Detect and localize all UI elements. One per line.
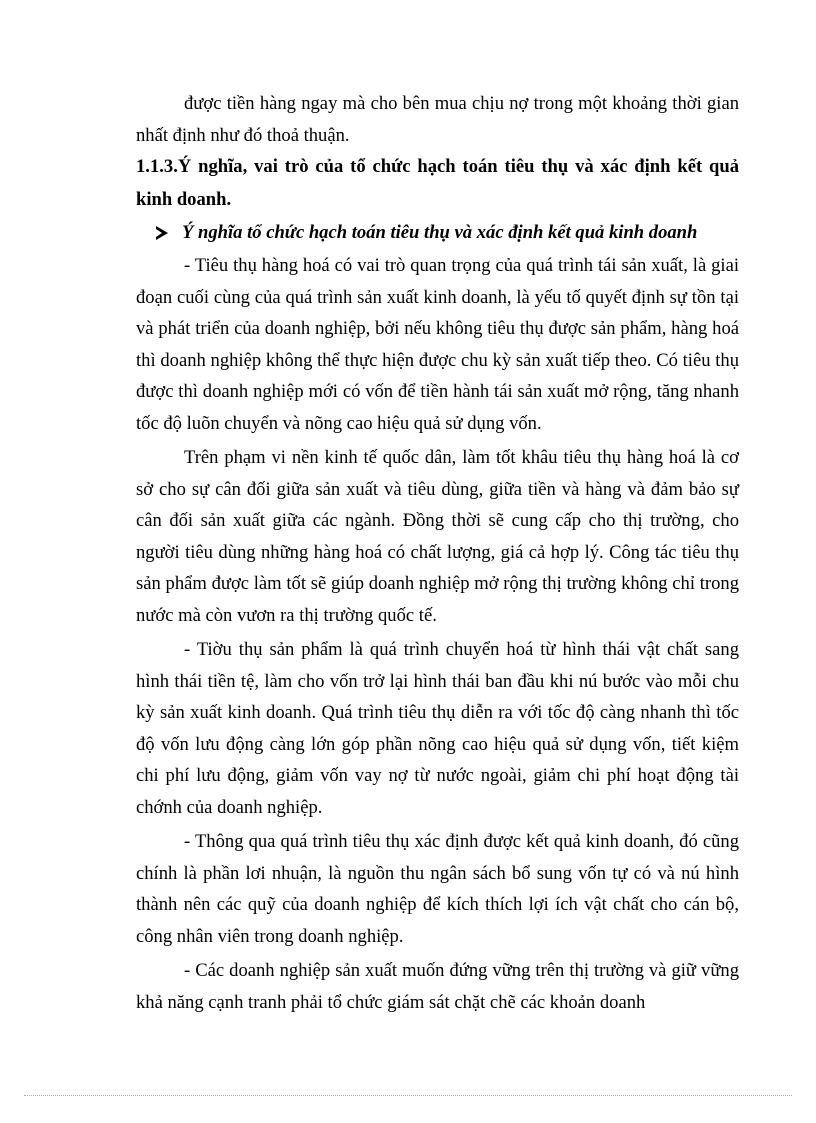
document-body: [136, 88, 739, 1018]
paragraph-national-economy: Trên phạm vi nền kinh tế quốc dân, làm tốt khâu tiêu thụ hàng hoá là cơ sở cho sự cân đối giữa sản xuất và tiêu dùng, giữa tiền và hàng và đảm bảo sự cân đối sản xuất giữa các ngành. Đồng thời sẽ cung cấp cho thị trường, cho người tiêu dùng những hàng hoá có chất lượng, giá cả hợp lý. Công tác tiêu thụ sản phẩm được làm tốt sẽ giúp doanh nghiệp mở rộng thị trường không chỉ trong nước mà còn vươn ra thị trường quốc tế.: [136, 447, 739, 626]
paragraph-tieu-thu-role: - Tiêu thụ hàng hoá có vai trò quan trọng của quá trình tái sản xuất, là giai đoạn cuối cùng của quá trình sản xuất kinh doanh, là yếu tố quyết định sự tồn tại và phát triển của doanh nghiệp, bởi nếu không tiêu thụ được sản phẩm, hàng hoá thì doanh nghiệp không thể thực hiện được chu kỳ sản xuất tiếp theo. Có tiêu thụ được thì doanh nghiệp mới có vốn để tiền hành tái sản xuất mở rộng, tăng nhanh tốc độ luõn chuyển và nõng cao hiệu quả sử dụng vốn.: [136, 255, 739, 434]
paragraph-continuation: được tiền hàng ngay mà cho bên mua chịu nợ trong một khoảng thời gian nhất định như đó thoả thuận.: [136, 93, 739, 146]
section-heading-1-1-3: 1.1.3.Ý nghĩa, vai trò của tổ chức hạch toán tiêu thụ và xác định kết quả kinh doanh.: [136, 156, 739, 210]
subsection-heading-text: Ý nghĩa tổ chức hạch toán tiêu thụ và xác định kết quả kinh doanh: [182, 222, 698, 243]
paragraph-capital-conversion: - Tiờu thụ sản phẩm là quá trình chuyển hoá từ hình thái vật chất sang hình thái tiền tệ, làm cho vốn trở lại hình thái ban đầu khi nú bước vào mỗi chu kỳ sản xuất kinh doanh. Quá trình tiêu thụ diễn ra với tốc độ càng nhanh thì tốc độ vốn lưu động càng lớn góp phần nõng cao hiệu quả sử dụng vốn, tiết kiệm chi phí lưu động, giảm vốn vay nợ từ nước ngoài, giảm chi phí hoạt động tài chớnh của doanh nghiệp.: [136, 639, 739, 818]
subsection-heading: [136, 216, 739, 250]
arrow-bullet-icon: [156, 226, 168, 240]
paragraph-business-results: - Thông qua quá trình tiêu thụ xác định được kết quả kinh doanh, đó cũng chính là phần lơi nhuận, là nguồn thu ngân sách bổ sung vốn tự có và nú hình thành nên các quỹ của doanh nghiệp để kích thích lợi ích vật chất cho cán bộ, công nhân viên trong doanh nghiệp.: [136, 831, 739, 947]
page-footer-divider: [24, 1095, 792, 1096]
paragraph-competition: - Các doanh nghiệp sản xuất muốn đứng vững trên thị trường và giữ vững khả năng cạnh tranh phải tổ chức giám sát chặt chẽ các khoản doanh: [136, 960, 739, 1013]
